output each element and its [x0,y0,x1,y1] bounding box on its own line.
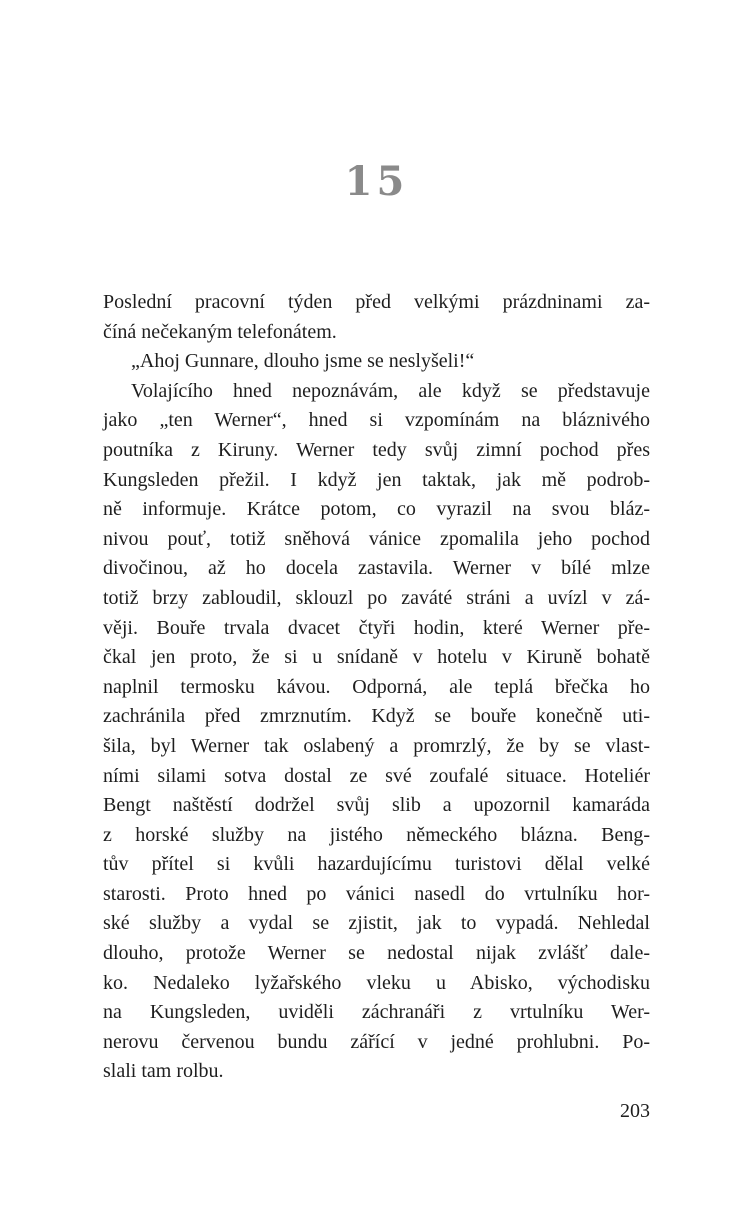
text-line: poutníka z Kiruny. Werner tedy svůj zimní pochod přes [103,438,650,461]
text-line: „Ahoj Gunnare, dlouho jsme se neslyšeli!“ [131,350,475,373]
text-line: Bengt naštěstí dodržel svůj slib a upozornil kamaráda [103,794,650,817]
body-text [103,288,650,1087]
text-line: Poslední pracovní týden před velkými prázdninami za- [103,291,650,313]
page-number: 203 [620,1100,650,1122]
chapter-number: 15 [344,158,409,205]
text-line: ně informuje. Krátce potom, co vyrazil na svou bláz- [103,498,650,521]
text-line: věji. Bouře trvala dvacet čtyři hodin, které Werner pře- [103,616,650,639]
text-line: tův přítel si kvůli hazardujícímu turistovi dělal velké [103,853,650,876]
paragraph [103,288,650,347]
paragraph [103,377,650,1087]
paragraph [103,347,650,377]
text-line: nerovu červenou bundu zářící v jedné prohlubni. Po- [103,1030,650,1053]
text-line: nivou pouť, totiž sněhová vánice zpomalila jeho pochod [103,527,650,550]
text-line: šila, byl Werner tak oslabený a promrzlý, že by se vlast- [103,734,650,757]
text-line: na Kungsleden, uviděli záchranáři z vrtulníku Wer- [103,1001,650,1024]
text-line: čkal jen proto, že si u snídaně v hotelu v Kiruně bohatě [103,646,650,669]
text-line: ními silami sotva dostal ze své zoufalé situace. Hoteliér [103,764,650,787]
text-line: ko. Nedaleko lyžařského vleku u Abisko, východisku [103,971,650,994]
text-line: ské služby a vydal se zjistit, jak to vypadá. Nehledal [103,912,650,935]
text-line: totiž brzy zabloudil, sklouzl po zaváté stráni a uvízl v zá- [103,586,650,609]
text-line: slali tam rolbu. [103,1060,224,1083]
text-line: divočinou, až ho docela zastavila. Werner v bílé mlze [103,557,650,580]
text-line: starosti. Proto hned po vánici nasedl do vrtulníku hor- [103,882,650,905]
text-line: zachránila před zmrznutím. Když se bouře konečně uti- [103,705,650,728]
text-line: Kungsleden přežil. I když jen taktak, jak mě podrob- [103,468,650,491]
text-line: z horské služby na jistého německého blázna. Beng- [103,823,650,846]
text-line: naplnil termosku kávou. Odporná, ale teplá břečka ho [103,675,650,698]
text-line: Volajícího hned nepoznávám, ale když se představuje [131,379,650,402]
text-line: jako „ten Werner“, hned si vzpomínám na bláznivého [103,409,650,432]
text-line: dlouho, protože Werner se nedostal nijak zvlášť dale- [103,942,650,965]
text-line: číná nečekaným telefonátem. [103,320,337,343]
